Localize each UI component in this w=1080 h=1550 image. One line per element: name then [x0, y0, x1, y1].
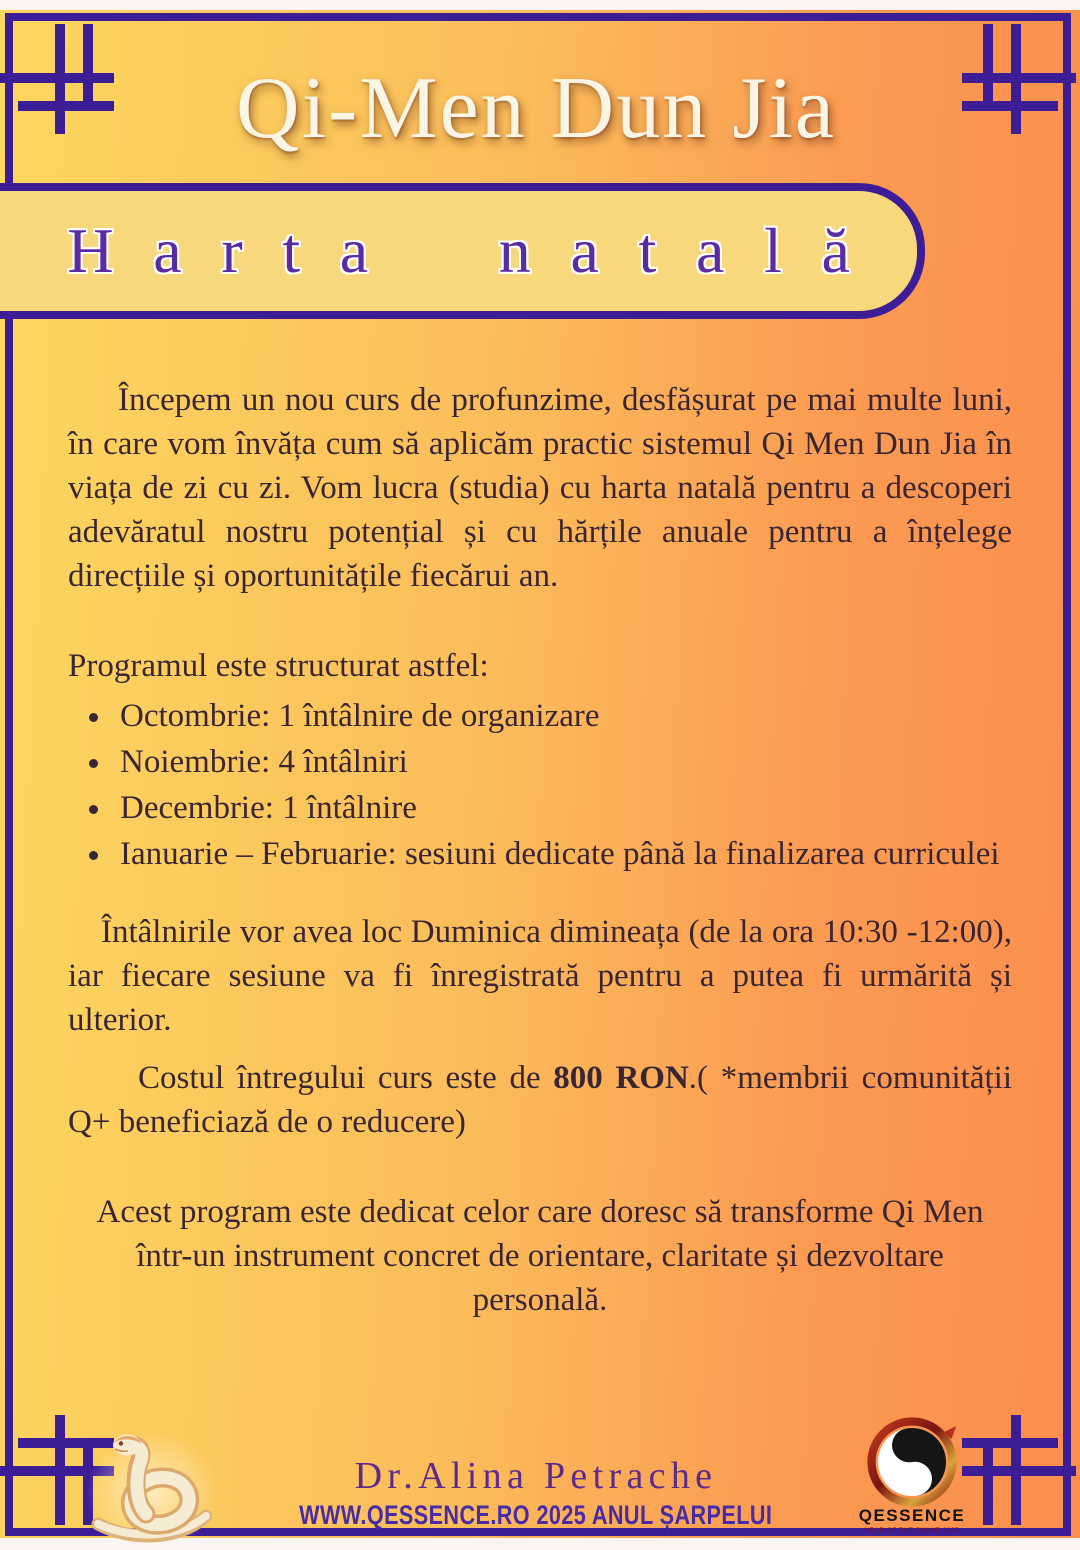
list-item: • Noiembrie: 4 întâlniri: [114, 740, 1012, 784]
body-content: [68, 378, 1012, 1322]
schedule-list: [68, 694, 1012, 876]
cost-price: 800 RON: [553, 1060, 689, 1096]
subtitle-banner: [0, 183, 925, 319]
list-item: • Ianuarie – Februarie: sesiuni dedicate până la finalizarea curriculei: [114, 832, 1012, 876]
cost-text: Costul întregului curs este de: [138, 1060, 554, 1096]
author-name: Dr.Alina Petrache: [354, 1455, 718, 1497]
cost-note: .( *membrii comunității Q+ beneficiază de o reducere): [68, 1060, 1012, 1140]
intro-paragraph: Începem un nou curs de profunzime, desfășurat pe mai multe luni, în care vom învăța cum să aplicăm practic sistemul Qi Men Dun Jia în viața de zi cu zi. Vom lucra (studia) cu harta natală pentru a descoperi adevăratul nostru potențial și cu hărțile anuale pentru a înțelege direcțiile și oportunitățile fiecărui an.: [68, 382, 1012, 594]
subtitle-text: Harta natală: [67, 215, 890, 286]
list-item: • Octombrie: 1 întâlnire de organizare: [114, 694, 1012, 738]
list-item: • Decembrie: 1 întâlnire: [114, 786, 1012, 830]
closing-paragraph: Acest program este dedicat celor care doresc să transforme Qi Men într-un instrument concret de orientare, claritate și dezvoltare personală.: [96, 1194, 984, 1318]
cost-paragraph: [68, 1056, 1012, 1144]
qessence-logo: [856, 1416, 968, 1534]
website-text: WWW.QESSENCE.RO 2025 ANUL ȘARPELUI: [299, 1500, 773, 1530]
page-title: Qi-Men Dun Jia: [236, 60, 836, 157]
poster-background: [0, 10, 1080, 1538]
meetings-paragraph: Întâlnirile vor avea loc Duminica dimineața (de la ora 10:30 -12:00), iar fiecare sesiune va fi înregistrată pentru a putea fi urmărită și ulterior.: [68, 914, 1012, 1038]
yin-yang-icon: [866, 1416, 958, 1508]
logo-wordmark: QESSENCE: [858, 1506, 966, 1525]
logo-tagline: YEAR OF THE SNAKE 2025: [864, 1527, 960, 1534]
schedule-heading: Programul este structurat astfel:: [68, 648, 489, 684]
